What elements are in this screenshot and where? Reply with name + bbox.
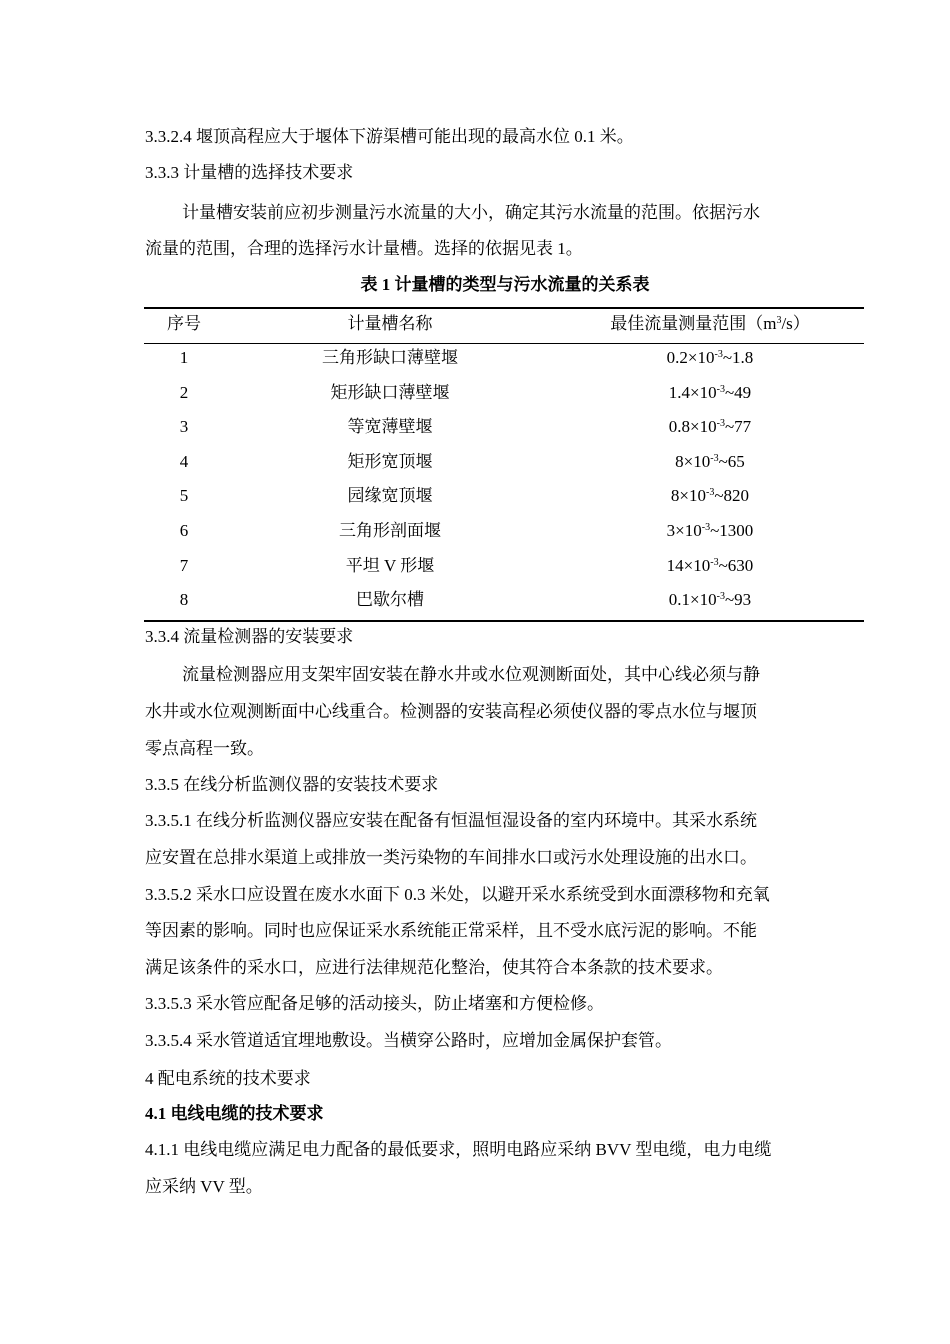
paragraph-line: 3.3.5.1 在线分析监测仪器应安装在配备有恒温恒湿设备的室内环境中。其采水系统 bbox=[145, 811, 757, 830]
header-name: 计量槽名称 bbox=[347, 314, 433, 333]
table-cell-range: $3\times 10^{-3}\sim 1300$ bbox=[666, 521, 754, 540]
table-cell-no: 6 bbox=[179, 521, 189, 540]
table-cell-name: 三角形缺口薄壁堰 bbox=[322, 348, 458, 367]
paragraph-line: 3.3.5.3 采水管应配备足够的活动接头，防止堵塞和方便检修。 bbox=[145, 994, 604, 1013]
table-cell-no: 2 bbox=[179, 383, 189, 402]
paragraph-line: 满足该条件的采水口，应进行法律规范化整治，使其符合本条款的技术要求。 bbox=[145, 958, 723, 977]
heading-4-1: 4.1 电线电缆的技术要求 bbox=[145, 1104, 324, 1123]
paragraph-line: 零点高程一致。 bbox=[145, 739, 264, 758]
table-cell-range: $8\times 10^{-3}\sim 820$ bbox=[670, 486, 750, 505]
header-no: 序号 bbox=[167, 314, 201, 333]
table-cell-range: $8\times 10^{-3}\sim 65$ bbox=[675, 452, 745, 471]
paragraph-line: 应采纳 VV 型。 bbox=[145, 1177, 263, 1196]
table-cell-range: $0.2\times 10^{-3}\sim 1.8$ bbox=[666, 348, 754, 367]
table-cell-no: 7 bbox=[179, 556, 189, 575]
table-cell-name: 园缘宽顶堰 bbox=[347, 486, 433, 505]
table-cell-name: 矩形缺口薄壁堰 bbox=[330, 383, 450, 402]
paragraph-line: 应安置在总排水渠道上或排放一类污染物的车间排水口或污水处理设施的出水口。 bbox=[145, 848, 757, 867]
heading-3-3-3: 3.3.3 计量槽的选择技术要求 bbox=[145, 163, 354, 182]
paragraph-line: 等因素的影响。同时也应保证采水系统能正常采样，且不受水底污泥的影响。不能 bbox=[145, 921, 757, 940]
paragraph-line: 3.3.5.4 采水管道适宜埋地敷设。当横穿公路时，应增加金属保护套管。 bbox=[145, 1031, 672, 1050]
paragraph-line: 计量槽安装前应初步测量污水流量的大小，确定其污水流量的范围。依据污水 bbox=[182, 203, 760, 222]
header-range: 最佳流量测量范围$(m^3/s)$ bbox=[610, 314, 810, 333]
table-cell-name: 矩形宽顶堰 bbox=[347, 452, 433, 471]
table-top-rule bbox=[144, 307, 864, 309]
paragraph-line: 流量的范围，合理的选择污水计量槽。选择的依据见表 1。 bbox=[145, 239, 583, 258]
table-cell-no: 3 bbox=[179, 417, 189, 436]
table-cell-name: 等宽薄壁堰 bbox=[347, 417, 433, 436]
table-cell-range: $0.1\times 10^{-3}\sim 93$ bbox=[668, 590, 752, 609]
paragraph-line: 4.1.1 电线电缆应满足电力配备的最低要求，照明电路应采纳 BVV 型电缆，电力电缆 bbox=[145, 1140, 772, 1159]
table-caption: 表 1 计量槽的类型与污水流量的关系表 bbox=[360, 275, 650, 294]
table-cell-no: 1 bbox=[179, 348, 189, 367]
heading-3-3-4: 3.3.4 流量检测器的安装要求 bbox=[145, 627, 354, 646]
table-cell-no: 4 bbox=[179, 452, 189, 471]
heading-3-3-5: 3.3.5 在线分析监测仪器的安装技术要求 bbox=[145, 775, 439, 794]
table-cell-range: $0.8\times 10^{-3}\sim 77$ bbox=[668, 417, 752, 436]
table-header-rule bbox=[144, 343, 864, 344]
table-bottom-rule bbox=[144, 620, 864, 622]
table-cell-range: $14\times 10^{-3}\sim 630$ bbox=[666, 556, 754, 575]
table-cell-range: $1.4\times 10^{-3}\sim 49$ bbox=[668, 383, 752, 402]
paragraph-3-3-2-4: 3.3.2.4 堰顶高程应大于堰体下游渠槽可能出现的最高水位 0.1 米。 bbox=[145, 127, 634, 146]
table-cell-no: 8 bbox=[179, 590, 189, 609]
paragraph-line: 流量检测器应用支架牢固安装在静水井或水位观测断面处，其中心线必须与静 bbox=[182, 665, 760, 684]
table-cell-name: 巴歇尔槽 bbox=[356, 590, 424, 609]
heading-section-4: 4 配电系统的技术要求 bbox=[145, 1069, 311, 1088]
table-cell-name: 三角形剖面堰 bbox=[339, 521, 441, 540]
table-cell-no: 5 bbox=[179, 486, 189, 505]
paragraph-line: 3.3.5.2 采水口应设置在废水水面下 0.3 米处，以避开采水系统受到水面漂移物和充氧 bbox=[145, 885, 770, 904]
table-cell-name: 平坦 V 形堰 bbox=[345, 556, 435, 575]
paragraph-line: 水井或水位观测断面中心线重合。检测器的安装高程必须使仪器的零点水位与堰顶 bbox=[145, 702, 757, 721]
